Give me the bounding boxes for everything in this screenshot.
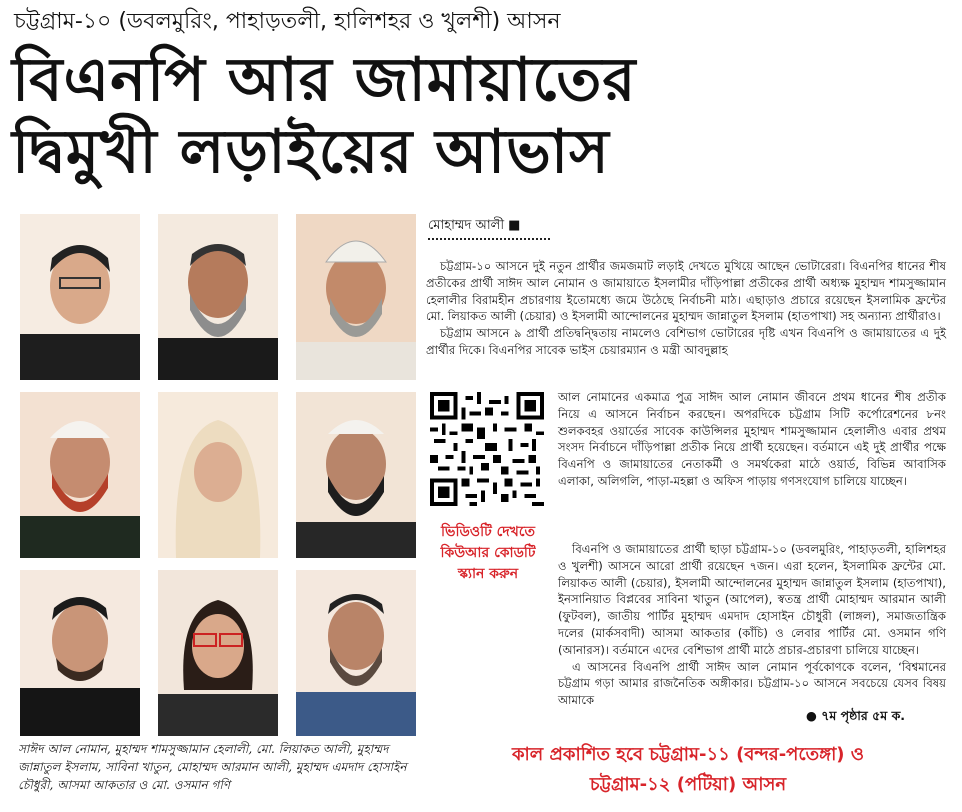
continued-on-page[interactable]: ● ৭ম পৃষ্ঠার ৫ম ক. [806, 708, 906, 723]
headline [12, 44, 952, 188]
paragraph-4: এ আসনের বিএনপি প্রার্থী সাঈদ আল নোমান পূর্বকোণকে বলেন, ‘বিশ্বমানের চট্টগ্রাম গড়া আমার রাজনৈতিক অঙ্গীকার। চট্টগ্রাম-১০ আসনে সবচেয়ে যেসব বিষয় আমাকে [558, 659, 946, 708]
candidate-photo-1 [20, 214, 140, 380]
candidate-photo-7 [20, 570, 140, 736]
qr-code[interactable] [430, 392, 544, 506]
headline-line-1: বিএনপি আর জামায়াতের [12, 45, 637, 115]
candidate-photo-6 [296, 392, 416, 558]
byline: মোহাম্মদ আলী ■ [428, 218, 521, 233]
paragraph-2-continued: আল নোমানের একমাত্র পুত্র সাঈদ আল নোমান জীবনে প্রথম ধানের শীষ প্রতীক নিয়ে এ আসনে নির্বাচন করছেন। অপরদিকে চট্টগ্রাম সিটি কর্পোরেশনের ৮নং শুলকবহর ওয়ার্ডের সাবেক কাউন্সিলর মুহাম্মদ শামসুজ্জামান হেলালীও এবার প্রথম সংসদ নির্বাচনে দাঁড়িপাল্লা প্রতীক নিয়ে প্রার্থী হয়েছেন। বর্তমানে এই দুই প্রার্থীর পক্ষে বিএনপি ও জামায়াতের নেতাকর্মী ও সমর্থকেরা মাঠে ওয়ার্ড, বিভিন্ন আবাসিক এলাকা, অলিগলি, পাড়া-মহল্লা ও অফিস পাড়ায় গণসংযোগ চালিয়ে যাচ্ছেন। [558, 390, 946, 488]
photo-caption: সাঈদ আল নোমান, মুহাম্মদ শামসুজ্জামান হেলালী, মো. লিয়াকত আলী, মুহাম্মদ জান্নাতুল ইসলাম, সাবিনা খাতুন, মোহাম্মদ আরমান আলী, মুহাম্মদ এমদাদ হোসাইন চৌধুরী, আসমা আকতার ও মো. ওসমান গণি [18, 742, 407, 792]
qr-instruction [426, 522, 550, 585]
candidate-photo-5 [158, 392, 278, 558]
paragraph-3: বিএনপি ও জামায়াতের প্রার্থী ছাড়া চট্টগ্রাম-১০ (ডবলমুরিং, পাহাড়তলী, হালিশহর ও খুলশী) আসনে আরো প্রার্থী রয়েছেন ৭জন। এরা হলেন, ইসলামিক ফ্রন্টের মো. লিয়াকত আলী (চেয়ার), ইসলামী আন্দোলনের মুহাম্মদ জান্নাতুল ইসলাম (হাতপাখা), ইনসানিয়াত বিপ্লবের সাবিনা খাতুন (আপেল), স্বতন্ত্র প্রার্থী মোহাম্মদ আরমান আলী (ফুটবল), জাতীয় পার্টির মুহাম্মদ এমদাদ হোসাইন চৌধুরী (লাঙ্গল), সমাজতান্ত্রিক দলের (মার্কসবাদী) আসমা আকতার (কাঁচি) ও লেবার পার্টির মো. ওসমান গণি (আনারস)। বর্তমানে এদের বেশিভাগ প্রার্থী মাঠে প্রচার-প্রচারণা চালিয়ে যাচ্ছেন। [558, 542, 946, 657]
byline-divider [428, 238, 550, 240]
candidate-photo-9 [296, 570, 416, 736]
article-body-mid [558, 389, 946, 490]
headline-line-2: দ্বিমুখী লড়াইয়ের আভাস [12, 117, 610, 187]
article-body-top [426, 258, 946, 359]
next-issue-line-1: কাল প্রকাশিত হবে চট্টগ্রাম-১১ (বন্দর-পতেঙ্গা) ও [511, 744, 865, 765]
candidate-photo-8 [158, 570, 278, 736]
qr-instruction-line-1: ভিডিওটি দেখতে [441, 524, 535, 540]
paragraph-1: চট্টগ্রাম-১০ আসনে দুই নতুন প্রার্থীর জমজমাট লড়াই দেখতে মুখিয়ে আছেন ভোটারেরা। বিএনপির ধানের শীষ প্রতীকের প্রার্থী সাঈদ আল নোমান ও জামায়াতে ইসলামীর দাঁড়িপাল্লা প্রতীকের প্রার্থী অধ্যক্ষ মুহাম্মদ শামসুজ্জামান হেলালীর বিরামহীন প্রচারণায় ইতোমধ্যে জমে উঠেছে নির্বাচনী মাঠ। এছাড়াও প্রচারে রয়েছেন ইসলামিক ফ্রন্টের মো. লিয়াকত আলী (চেয়ার) ও ইসলামী আন্দোলনের মুহাম্মদ জান্নাতুল ইসলাম (হাতপাখা) সহ অন্যান্য প্রার্থীরাও। [426, 259, 946, 324]
article-body-bottom [558, 541, 946, 709]
candidate-photo-3 [296, 214, 416, 380]
candidate-photo-2 [158, 214, 278, 380]
next-issue-banner [428, 740, 948, 800]
qr-instruction-line-3: স্ক্যান করুন [457, 566, 519, 582]
candidate-photo-grid [20, 214, 416, 736]
qr-instruction-line-2: কিউআর কোডটি [440, 545, 536, 561]
kicker-line: চট্টগ্রাম-১০ (ডবলমুরিং, পাহাড়তলী, হালিশহর ও খুলশী) আসন [14, 9, 561, 34]
candidate-photo-4 [20, 392, 140, 558]
next-issue-line-2: চট্টগ্রাম-১২ (পটিয়া) আসন [589, 774, 787, 795]
paragraph-2: চট্টগ্রাম আসনে ৯ প্রার্থী প্রতিদ্বন্দ্বিতায় নামলেও বেশিভাগ ভোটারের দৃষ্টি এখন বিএনপি ও জামায়াতের এ দুই প্রার্থীর দিকে। বিএনপির সাবেক ভাইস চেয়ারম্যান ও মন্ত্রী আবদুল্লাহ [426, 326, 946, 357]
